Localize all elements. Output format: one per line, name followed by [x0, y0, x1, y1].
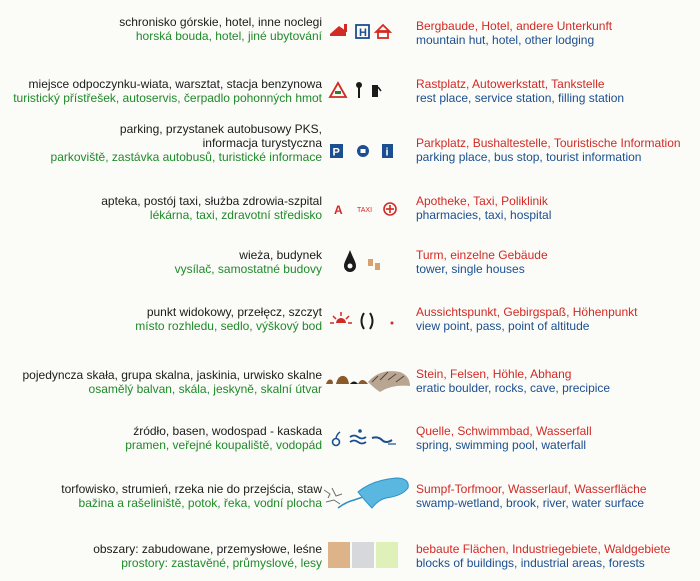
czech-label: pramen, veřejné koupaliště, vodopád	[125, 438, 322, 452]
polish-label: wieża, budynek	[239, 248, 322, 262]
czech-label: prostory: zastavěné, průmyslové, lesy	[121, 556, 322, 570]
legend-symbols	[322, 362, 412, 402]
legend-symbols	[326, 303, 406, 337]
english-label: pharmacies, taxi, hospital	[416, 208, 552, 222]
german-label: Turm, einzelne Gebäude	[416, 248, 548, 262]
legend-row-labels-right	[416, 367, 700, 395]
single-houses-icon	[368, 259, 380, 270]
rest-shelter-icon	[330, 83, 346, 97]
polish-label: punkt widokowy, przełęcz, szczyt	[146, 305, 322, 319]
svg-text:P: P	[332, 146, 340, 159]
legend-row-labels-right	[416, 194, 700, 222]
taxi-icon	[357, 207, 372, 214]
bus-stop-icon	[357, 145, 369, 157]
english-label: blocks of buildings, industrial areas, forests	[416, 556, 645, 570]
legend-row-labels-right	[416, 77, 700, 105]
legend-row-labels-right	[416, 19, 700, 47]
swamp-icon	[324, 488, 342, 504]
german-label: Stein, Felsen, Höhle, Abhang	[416, 367, 572, 381]
swimming-pool-icon	[350, 429, 366, 443]
svg-text:H: H	[359, 27, 367, 39]
tourist-info-icon	[382, 144, 393, 159]
legend-row-labels-left	[2, 194, 322, 222]
english-label: eratic boulder, rocks, cave, precipice	[416, 381, 611, 395]
legend-row-labels-left	[2, 424, 322, 452]
german-label: Sumpf-Torfmoor, Wasserlauf, Wasserfläche	[416, 482, 647, 496]
legend-row-labels-left	[2, 482, 322, 510]
view-point-icon	[330, 312, 352, 323]
altitude-point-icon	[391, 322, 394, 325]
workshop-icon	[356, 82, 362, 98]
polish-label: pojedyncza skała, grupa skalna, jaskinia, urwisko skalne	[22, 368, 322, 382]
german-label: Rastplatz, Autowerkstatt, Tankstelle	[416, 77, 605, 91]
legend-row-labels-right	[416, 542, 700, 570]
legend-row-labels-right	[416, 482, 700, 510]
english-label: mountain hut, hotel, other lodging	[416, 33, 595, 47]
german-label: Quelle, Schwimmbad, Wasserfall	[416, 424, 592, 438]
english-label: swamp-wetland, brook, river, water surface	[416, 496, 645, 510]
legend-row-labels-right	[416, 424, 700, 452]
polish-label: miejsce odpoczynku-wiata, warsztat, stacja benzynowa	[28, 77, 322, 91]
waterfall-icon	[372, 437, 396, 444]
german-label: Apotheke, Taxi, Poliklinik	[416, 194, 548, 208]
lodging-icon	[376, 25, 390, 38]
industrial-area-icon	[352, 542, 374, 568]
german-label: Parkplatz, Bushaltestelle, Touristische Information	[416, 136, 681, 150]
legend-row-labels-left	[2, 368, 322, 396]
brook-icon	[338, 496, 366, 508]
german-label: Aussichtspunkt, Gebirgspaß, Höhenpunkt	[416, 305, 638, 319]
cave-icon	[358, 380, 368, 384]
legend-row-labels-left	[2, 305, 322, 333]
polish-label: parking, przystanek autobusowy PKS,	[119, 122, 322, 136]
mountain-hut-icon	[330, 24, 347, 36]
legend-row-labels-left	[2, 542, 322, 570]
legend-symbols	[326, 534, 406, 568]
legend-row-labels-right	[416, 305, 700, 333]
german-label: bebaute Flächen, Industriegebiete, Waldgebiete	[416, 542, 671, 556]
built-up-area-icon	[328, 542, 350, 568]
spring-icon	[333, 432, 341, 446]
polish-label: obszary: zabudowane, przemysłowe, leśne	[93, 542, 322, 556]
hotel-icon	[356, 25, 369, 39]
legend-row-labels-left	[2, 77, 322, 105]
legend-row-labels-right	[416, 248, 700, 276]
legend-row-labels-right	[416, 136, 700, 164]
legend-symbols	[326, 12, 406, 46]
czech-label: bažina a rašeliniště, potok, řeka, vodní plocha	[78, 496, 322, 510]
boulder-icon	[326, 380, 333, 385]
czech-label: horská bouda, hotel, jiné ubytování	[135, 29, 322, 43]
polish-label: źródło, basen, wodospad - kaskada	[133, 424, 322, 438]
svg-text:i: i	[385, 146, 389, 159]
czech-label: turistický přístřešek, autoservis, čerpadlo pohonných hmot	[13, 91, 322, 105]
legend-symbols	[320, 472, 412, 518]
mountain-pass-icon	[362, 313, 373, 329]
fuel-pump-icon	[372, 85, 381, 97]
parking-icon	[330, 144, 343, 159]
english-label: spring, swimming pool, waterfall	[416, 438, 587, 452]
legend-row-labels-left	[2, 248, 322, 276]
water-surface-icon	[358, 478, 408, 508]
taxi-label: TAXI	[357, 207, 373, 214]
polish-label: torfowisko, strumień, rzeka nie do przejścia, staw	[61, 482, 322, 496]
svg-text:A: A	[334, 203, 343, 217]
legend-symbols	[326, 192, 406, 226]
polish-label: informacja turystyczna	[202, 136, 322, 150]
precipice-icon	[368, 371, 410, 392]
german-label: Bergbaude, Hotel, andere Unterkunft	[416, 19, 613, 33]
czech-label: parkoviště, zastávka autobusů, turistické informace	[50, 150, 322, 164]
english-label: view point, pass, point of altitude	[416, 319, 590, 333]
legend-row-labels-left	[2, 122, 322, 164]
czech-label: místo rozhledu, sedlo, výškový bod	[135, 319, 322, 333]
legend-symbols	[326, 420, 406, 454]
english-label: rest place, service station, filling station	[416, 91, 625, 105]
legend-symbols	[326, 73, 406, 107]
polish-label: apteka, postój taxi, służba zdrowia-szpital	[101, 194, 322, 208]
tower-icon	[344, 250, 356, 272]
rocks-icon	[336, 376, 358, 384]
legend-row-labels-left	[2, 15, 322, 43]
english-label: parking place, bus stop, tourist information	[416, 150, 642, 164]
english-label: tower, single houses	[416, 262, 525, 276]
czech-label: vysílač, samostatné budovy	[174, 262, 322, 276]
pharmacy-icon	[334, 203, 343, 217]
czech-label: osamělý balvan, skála, jeskyně, skalní útvar	[88, 382, 322, 396]
legend-symbols	[326, 134, 406, 168]
polish-label: schronisko górskie, hotel, inne noclegi	[119, 15, 322, 29]
hospital-icon	[384, 203, 396, 215]
forest-area-icon	[376, 542, 398, 568]
legend-symbols	[326, 244, 406, 278]
czech-label: lékárna, taxi, zdravotní středisko	[149, 208, 322, 222]
